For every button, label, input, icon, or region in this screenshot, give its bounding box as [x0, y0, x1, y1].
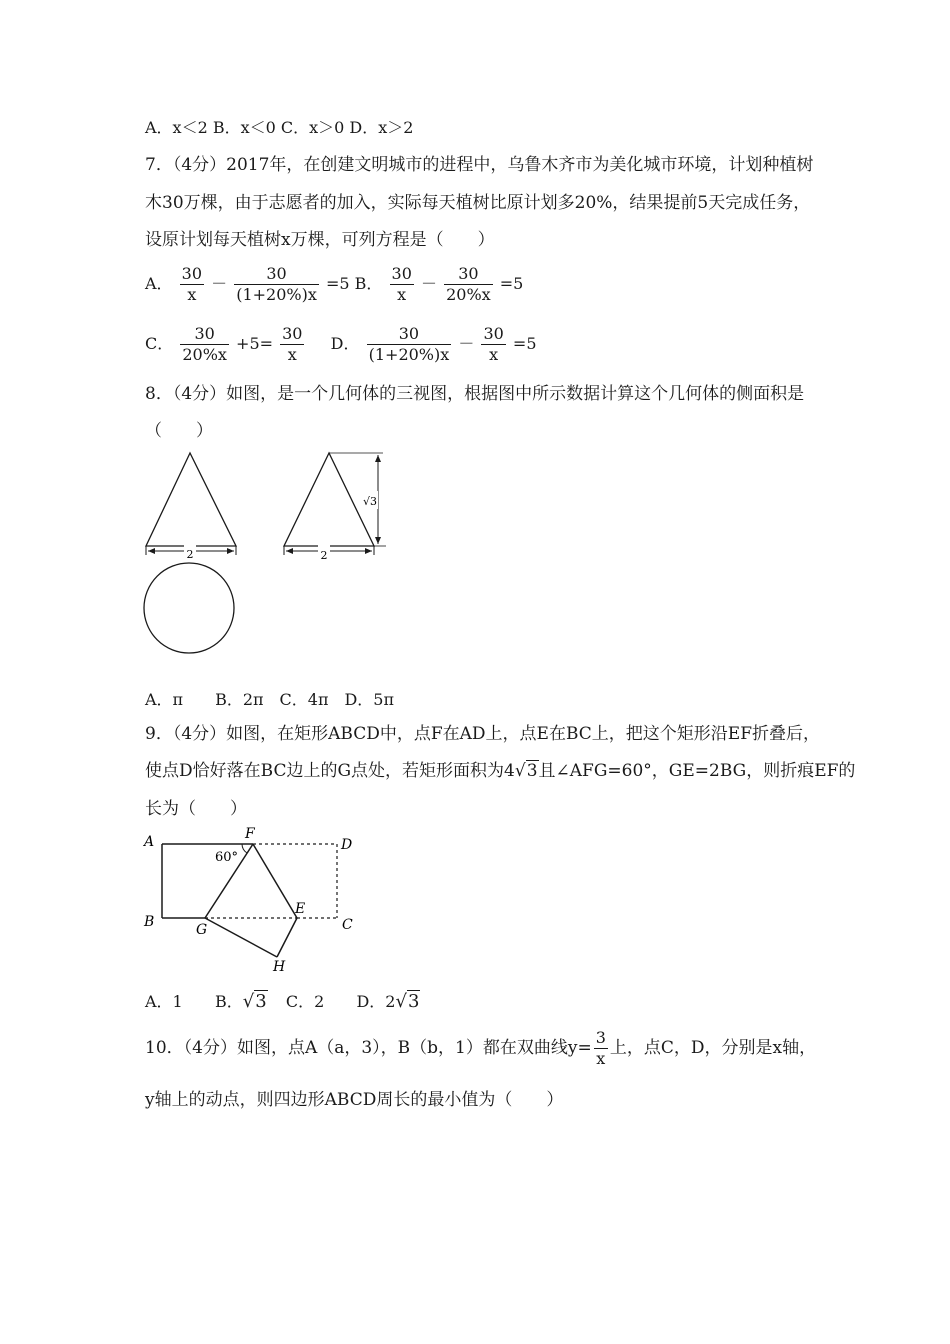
point-f-label: F	[245, 826, 255, 842]
fraction-numerator: 3	[595, 1028, 606, 1047]
q9-option-d-label: D．2	[356, 992, 396, 1011]
arrow-right-icon	[227, 548, 234, 554]
front-width-label: 2	[186, 548, 194, 561]
q7-option-a-frac1	[180, 264, 204, 305]
fraction-numerator: 30	[282, 324, 303, 343]
fraction-numerator: 30	[234, 264, 319, 285]
sqrt-icon: √3	[242, 991, 267, 1012]
q7-options-ab	[145, 264, 523, 305]
fraction-numerator: 30	[180, 324, 229, 345]
fraction-denominator: x	[287, 345, 297, 364]
q8-options: A．π B．2π C．4π D．5π	[145, 690, 394, 709]
front-view-triangle	[146, 453, 236, 546]
q7-option-a-frac2	[234, 264, 319, 305]
minus-sign: －	[458, 334, 475, 353]
angle-label: 60°	[215, 850, 239, 865]
point-e-label: E	[295, 901, 306, 917]
q7-line3: 设原计划每天植树x万棵，可列方程是（ ）	[145, 230, 495, 250]
segment-gh	[205, 918, 277, 957]
fraction-numerator: 30	[391, 264, 412, 283]
q7-option-b-frac1	[390, 264, 414, 305]
q10-line1	[145, 1028, 816, 1069]
side-width-label: 2	[320, 549, 328, 562]
point-a-label: A	[144, 834, 155, 850]
q10-line1-pre: 10．（4分）如图，点A（a，3），B（b，1）都在双曲线y=	[145, 1038, 592, 1058]
q6-options: A．x＜2 B．x＜0 C．x＞0 D．x＞2	[145, 118, 414, 137]
q9-options	[145, 992, 420, 1012]
fraction-denominator: (1+20%)x	[236, 285, 317, 304]
q7-option-c-frac2	[280, 324, 304, 365]
point-b-label: B	[144, 914, 155, 930]
side-view-triangle	[284, 453, 374, 546]
minus-sign: －	[211, 274, 228, 293]
arrow-up-icon	[375, 455, 381, 462]
fraction-numerator: 30	[367, 324, 452, 345]
top-view-circle	[144, 563, 234, 653]
arrow-down-icon	[375, 537, 381, 544]
point-h-label: H	[273, 959, 286, 975]
q7-option-c-label: C．	[145, 334, 174, 353]
q10-fraction	[594, 1028, 608, 1069]
fraction-denominator: (1+20%)x	[368, 345, 450, 364]
q8-line1: 8．（4分）如图，是一个几何体的三视图，根据图中所示数据计算这个几何体的侧面积是	[145, 384, 805, 404]
minus-sign: －	[420, 274, 437, 293]
q9-folding-figure	[135, 825, 365, 975]
q7-option-c-frac1	[180, 324, 229, 365]
q7-option-a-label: A．	[145, 274, 173, 293]
sqrt-icon: √3	[514, 761, 538, 781]
fraction-numerator: 30	[181, 264, 203, 283]
q9-line2-pre: 使点D恰好落在BC边上的G点处，若矩形面积为4	[145, 761, 515, 781]
q9-line2-post: 且∠AFG=60°，GE=2BG，则折痕EF的	[538, 761, 856, 781]
q7-option-b-label: B．	[354, 274, 383, 293]
angle-arc	[242, 844, 247, 853]
fraction-denominator: x	[596, 1049, 606, 1068]
q7-line2: 木30万棵，由于志愿者的加入，实际每天植树比原计划多20%，结果提前5天完成任务，	[145, 193, 811, 213]
segment-fe	[253, 844, 297, 918]
height-label: √3	[362, 495, 378, 508]
q9-line1: 9．（4分）如图，在矩形ABCD中，点F在AD上，点E在BC上，把这个矩形沿EF折叠后，	[145, 724, 820, 744]
q8-three-view-figure	[135, 445, 395, 660]
point-c-label: C	[342, 917, 353, 933]
radicand: 3	[407, 991, 420, 1012]
fraction-numerator: 30	[483, 324, 504, 343]
segment-he	[277, 918, 297, 957]
q10-line2: y轴上的动点，则四边形ABCD周长的最小值为（ ）	[145, 1090, 564, 1110]
fraction-denominator: x	[489, 345, 499, 364]
q7-option-d-frac2	[481, 324, 505, 365]
q9-line2	[145, 761, 855, 781]
fraction-denominator: 20%x	[446, 285, 491, 304]
sqrt-icon: √3	[395, 991, 420, 1012]
arrow-right-icon	[365, 548, 372, 554]
q7-options-cd	[145, 324, 537, 365]
fraction-numerator: 30	[444, 264, 493, 285]
q7-line1: 7．（4分）2017年，在创建文明城市的进程中，乌鲁木齐市为美化城市环境，计划种植树	[145, 155, 814, 175]
q7-option-d-label: D．	[330, 334, 360, 353]
q7-option-d-frac1	[367, 324, 452, 365]
plus-five-equals: +5=	[236, 334, 274, 353]
fraction-denominator: 20%x	[182, 345, 227, 364]
equals-five: =5	[325, 274, 350, 293]
q7-option-b-frac2	[444, 264, 493, 305]
point-g-label: G	[196, 922, 208, 938]
equals-five: =5	[512, 334, 537, 353]
radicand: 3	[526, 761, 538, 781]
q9-line3: 长为（ ）	[145, 799, 247, 819]
arrow-left-icon	[148, 548, 155, 554]
q9-option-b-label: B．	[214, 992, 243, 1011]
q9-option-a: A．1	[145, 992, 183, 1011]
q8-line2: （ ）	[145, 421, 213, 441]
radicand: 3	[255, 991, 267, 1012]
point-d-label: D	[341, 837, 353, 853]
q9-option-c: C．2	[285, 992, 325, 1011]
q10-line1-post: 上，点C，D，分别是x轴，	[609, 1038, 817, 1058]
fraction-denominator: x	[187, 285, 197, 304]
fraction-denominator: x	[397, 285, 407, 304]
arrow-left-icon	[286, 548, 293, 554]
equals-five: =5	[499, 274, 524, 293]
